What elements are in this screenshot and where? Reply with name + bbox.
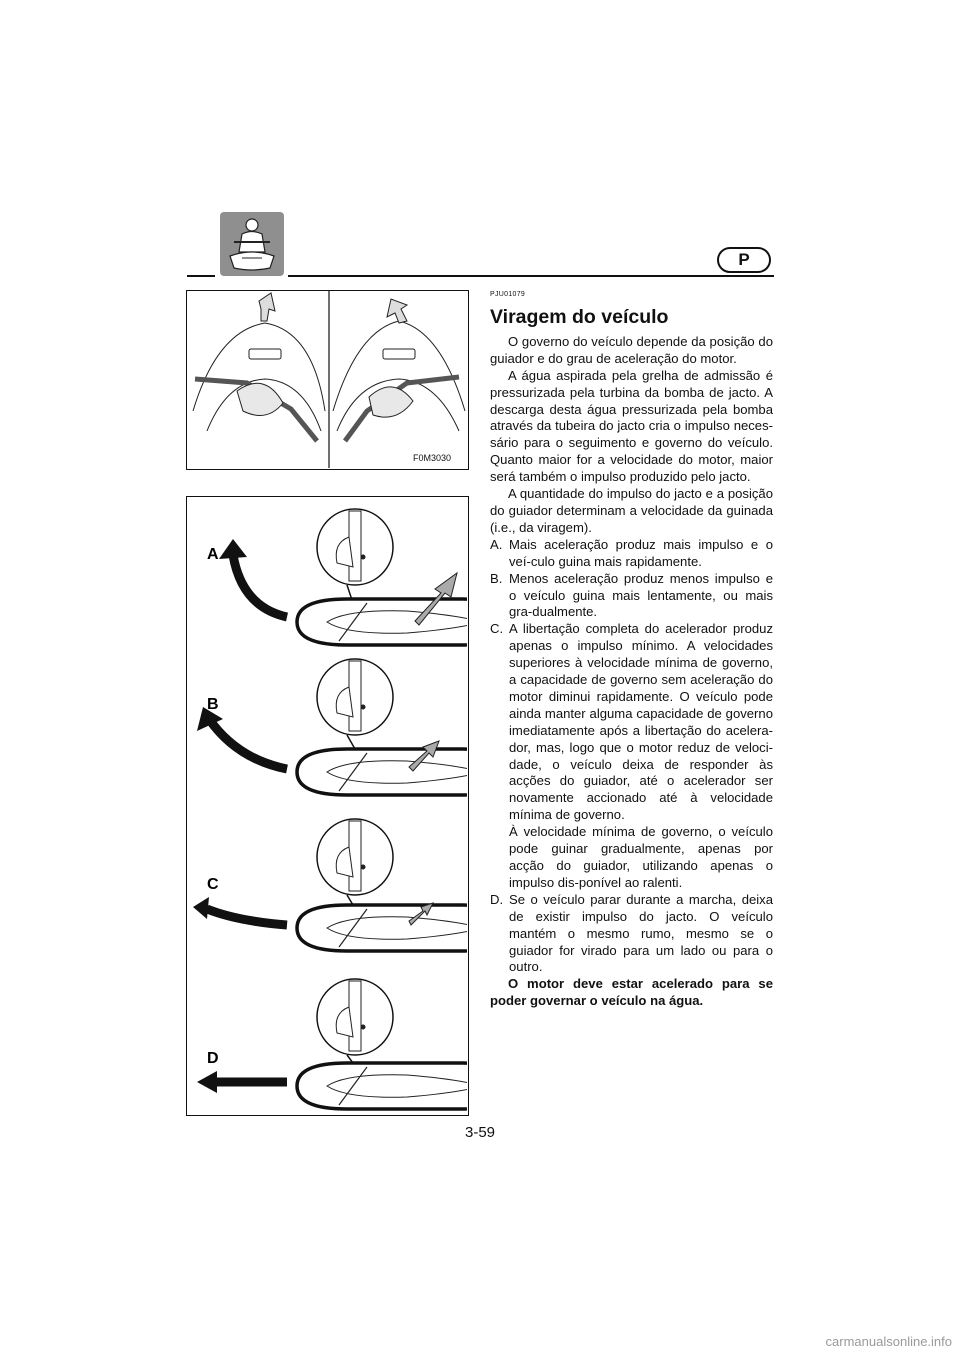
list-item [490,621,773,824]
list-item-text: Se o veículo parar durante a marcha, deixa de existir impulso do jacto. O veículo mantém o mesmo rumo, mesmo se o guiador for virado para um lado ou para o outro. [509,891,773,975]
section-title: Viragem do veículo [490,305,669,328]
paragraph: A água aspirada pela grelha de admissão é pressurizada pela turbina da bomba de jacto. A descarga desta água pressurizada pela bomba através da tubeira do jacto cria o impulso neces-sário para o seguimento e governo do veículo. Quanto maior for a velocidade do motor, maior será também o impulso produzido pelo jacto. [490,367,773,485]
handlebar-left-illustration [193,293,325,441]
paragraph: O governo do veículo depende da posição do guiador e do grau de aceleração do motor. [490,333,773,366]
list-item-continuation: À velocidade mínima de governo, o veículo pode guinar gradualmente, apenas por acção do guiador, utilizando apenas o impulso dis-ponível ao ralenti. [509,824,773,890]
list-item [490,892,773,977]
language-badge: P [717,247,771,273]
list-item [490,571,773,622]
page-number: 3-59 [464,1124,496,1141]
list-item-text: Mais aceleração produz mais impulso e o veí-culo guina mais rapidamente. [509,536,773,569]
paragraph: A quantidade do impulso do jacto e a posição do guiador determinam a velocidade da guinada (i.e., da viragem). [490,486,773,535]
section-body [490,287,773,1010]
watermark: carmanualsonline.info [825,1334,952,1349]
handlebar-right-illustration [333,299,465,441]
turn-label-b: B [207,696,219,713]
figure-code: F0M3030 [413,453,452,463]
turn-row-a [207,509,467,645]
header-rule [288,275,774,277]
list-item-label: B. [490,570,503,586]
list-item-text: A libertação completa do acelerador produz apenas o impulso mínimo. A velocidades superiores à velocidade mínima de governo, a capacidade de governo sem aceleração do motor diminui rapidamente. O veículo pode ainda manter alguma capacidade de governo imediatamente após a libertação do acelera-dor, mas, logo que o motor reduz de veloci-dade, o veículo deixa de responder às acções do guiador, até o acelerador ser novamente accionado até à velocidade mínima de governo. [509,621,773,823]
turn-label-d: D [207,1050,219,1067]
turn-label-a: A [207,546,219,563]
list-item [490,537,773,571]
handlebar-figure [186,290,469,470]
turning-response-figure [186,496,469,1116]
turn-row-d [197,979,467,1109]
rider-icon [220,212,284,276]
warning-text: O motor deve estar acelerado para se poder governar o veículo na água. [490,976,773,1009]
turn-label-c: C [207,876,219,893]
turn-row-c [193,819,467,951]
list-item-label: D. [490,891,504,907]
section-ref-code: PJU01079 [490,291,526,298]
list-item-label: A. [490,536,503,552]
list-item-label: C. [490,621,504,637]
list-item-text: Menos aceleração produz menos impulso e o veículo guina mais lentamente, ou mais gra-dualmente. [509,570,773,620]
header-rule [187,275,215,277]
turn-row-b [197,659,467,795]
